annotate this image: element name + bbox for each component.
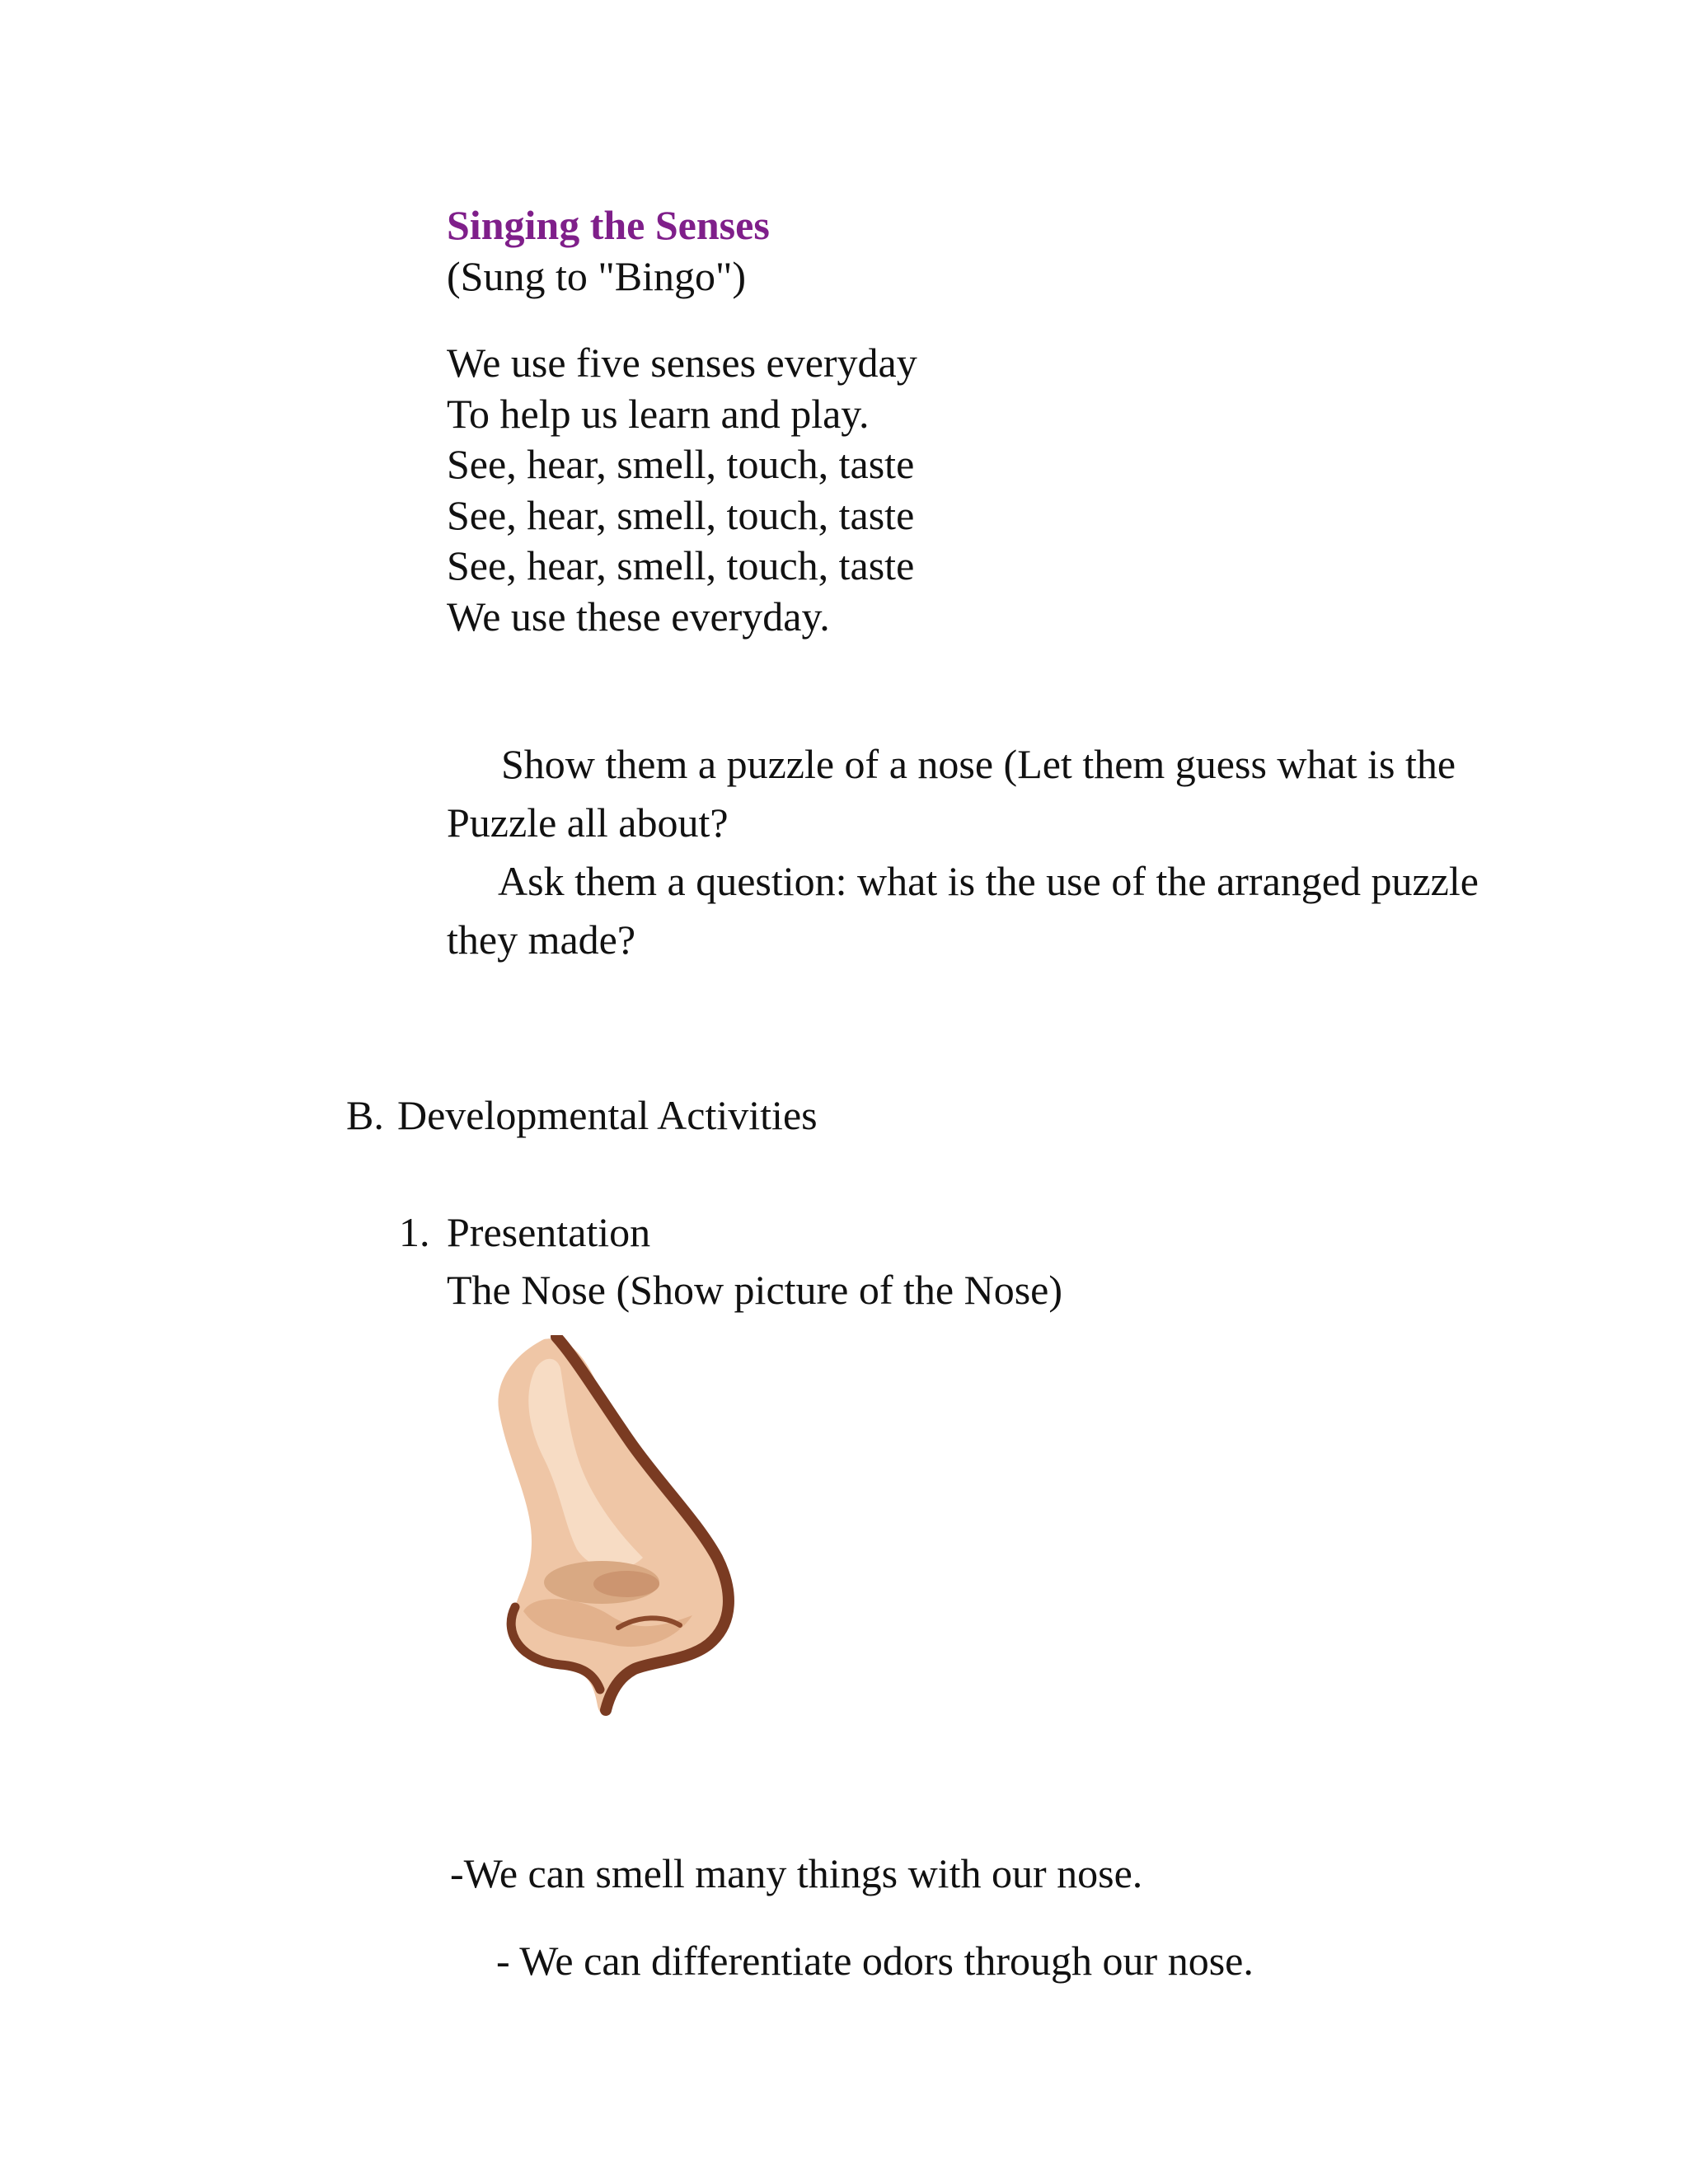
lyric-line: We use these everyday.: [447, 593, 830, 640]
presentation-title: Presentation: [447, 1209, 651, 1255]
lyric-line: See, hear, smell, touch, taste: [447, 542, 915, 588]
instruction-question: Ask them a question: what is the use of the arranged puzzle they made?: [447, 858, 1479, 963]
presentation-subtitle: The Nose (Show picture of the Nose): [447, 1267, 1063, 1313]
lyric-line: See, hear, smell, touch, taste: [447, 491, 915, 538]
song-title: Singing the Senses: [447, 202, 770, 248]
nose-icon: [486, 1335, 742, 1722]
presentation-item: [399, 1203, 1062, 1319]
song-block: [447, 199, 1518, 642]
lyric-line: We use five senses everyday: [447, 340, 917, 386]
nose-illustration: [486, 1335, 742, 1722]
list-number: 1.: [399, 1209, 430, 1255]
section-title: Developmental Activities: [397, 1092, 818, 1138]
nose-fact-odors: - We can differentiate odors through our nose.: [496, 1938, 1254, 1984]
song-subtitle: (Sung to "Bingo"): [447, 253, 747, 299]
instruction-puzzle: Show them a puzzle of a nose (Let them guess what is the Puzzle all about?: [447, 741, 1456, 846]
section-heading: [346, 1088, 818, 1142]
section-letter: B.: [346, 1092, 384, 1138]
instructions: [447, 735, 1518, 969]
lyric-line: See, hear, smell, touch, taste: [447, 441, 915, 487]
song-lyrics: [447, 338, 1518, 642]
lyric-line: To help us learn and play.: [447, 390, 870, 437]
nose-fact-smell: -We can smell many things with our nose.: [450, 1850, 1143, 1896]
